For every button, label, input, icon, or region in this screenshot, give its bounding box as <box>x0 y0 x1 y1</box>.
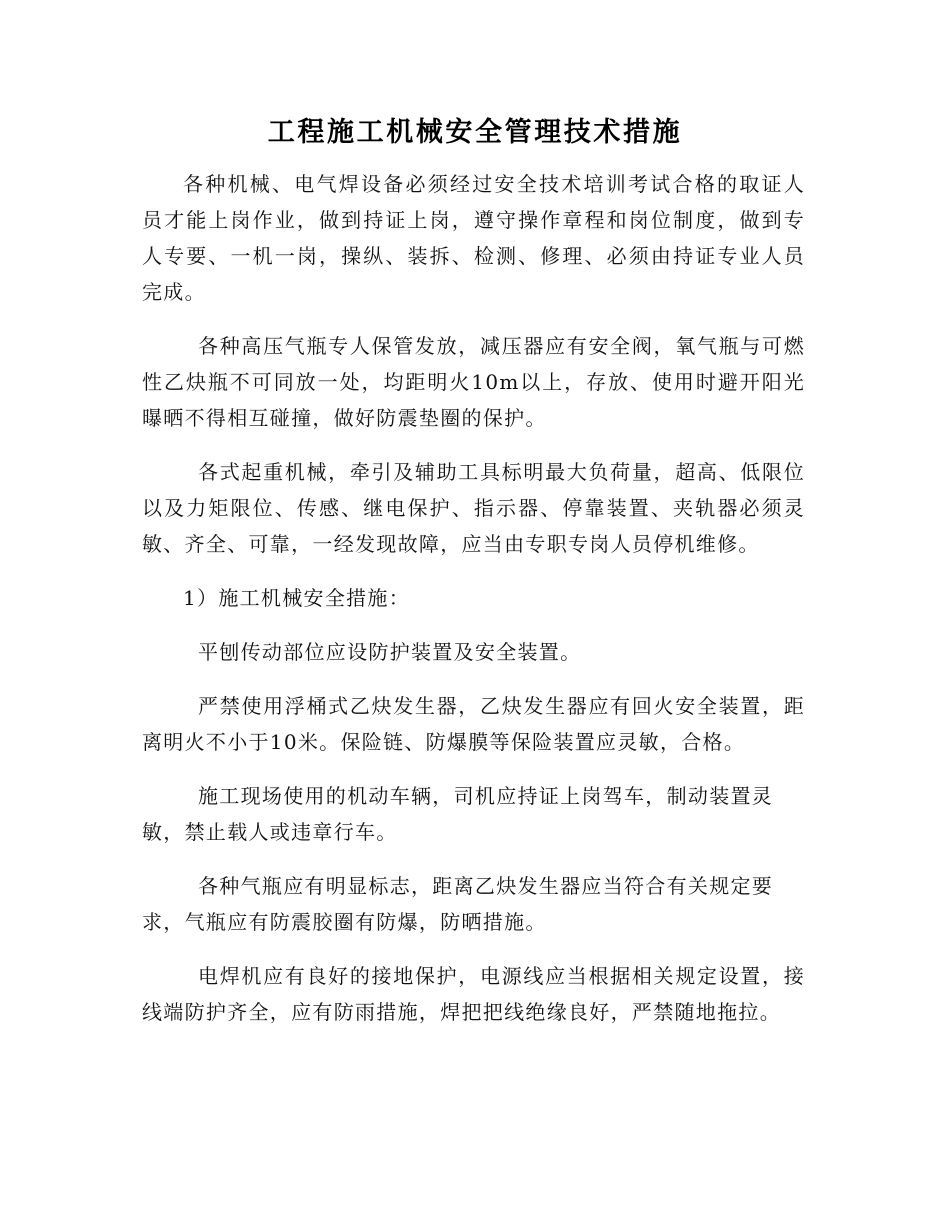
section-heading: 1）施工机械安全措施： <box>183 586 411 610</box>
text-line: 求，气瓶应有防震胶圈有防爆，防晒措施。 <box>142 910 547 934</box>
text-line: 线端防护齐全，应有防雨措施，焊把把线绝缘良好，严禁随地拖拉。 <box>142 1000 781 1024</box>
section-heading-machinery-safety <box>142 580 805 616</box>
text-line: 各式起重机械，牵引及辅助工具标明最大负荷量，超高、低限位 <box>198 460 805 484</box>
text-line: 性乙炔瓶不可同放一处，均距明火10m以上，存放、使用时避开阳光 <box>142 370 805 394</box>
text-line: 人专要、一机一岗，操纵、装拆、检测、修理、必须由持证专业人员 <box>142 244 805 268</box>
paragraph-cylinder-marking <box>142 868 805 940</box>
document-body <box>142 166 805 1048</box>
paragraph-lifting-machinery <box>142 454 805 562</box>
paragraph-welding-machine <box>142 958 805 1030</box>
text-line: 离明火不小于10米。保险链、防爆膜等保险装置应灵敏，合格。 <box>142 730 746 754</box>
text-line: 以及力矩限位、传感、继电保护、指示器、停靠装置、夹轨器必须灵 <box>142 496 805 520</box>
text-line: 完成。 <box>142 280 206 304</box>
paragraph-operator-certification <box>142 166 805 310</box>
text-line: 各种机械、电气焊设备必须经过安全技术培训考试合格的取证人 <box>183 172 805 196</box>
text-line: 各种气瓶应有明显标志，距离乙炔发生器应当符合有关规定要 <box>198 874 774 898</box>
text-line: 严禁使用浮桶式乙炔发生器，乙炔发生器应有回火安全装置，距 <box>198 694 805 718</box>
text-line: 曝晒不得相互碰撞，做好防震垫圈的保护。 <box>142 406 547 430</box>
paragraph-planer-guard <box>142 634 805 670</box>
text-line: 施工现场使用的机动车辆，司机应持证上岗驾车，制动装置灵 <box>198 784 774 808</box>
text-line: 敏、齐全、可靠，一经发现故障，应当由专职专岗人员停机维修。 <box>142 532 760 556</box>
paragraph-gas-cylinders <box>142 328 805 436</box>
text-line: 员才能上岗作业，做到持证上岗，遵守操作章程和岗位制度，做到专 <box>142 208 805 232</box>
text-line: 各种高压气瓶专人保管发放，减压器应有安全阀，氧气瓶与可燃 <box>198 334 805 358</box>
text-line: 平刨传动部位应设防护装置及安全装置。 <box>198 640 582 664</box>
text-line: 电焊机应有良好的接地保护，电源线应当根据相关规定设置，接 <box>198 964 805 988</box>
document-title: 工程施工机械安全管理技术措施 <box>267 117 683 148</box>
paragraph-acetylene-generator <box>142 688 805 760</box>
paragraph-motor-vehicles <box>142 778 805 850</box>
text-line: 敏，禁止载人或违章行车。 <box>142 820 398 844</box>
